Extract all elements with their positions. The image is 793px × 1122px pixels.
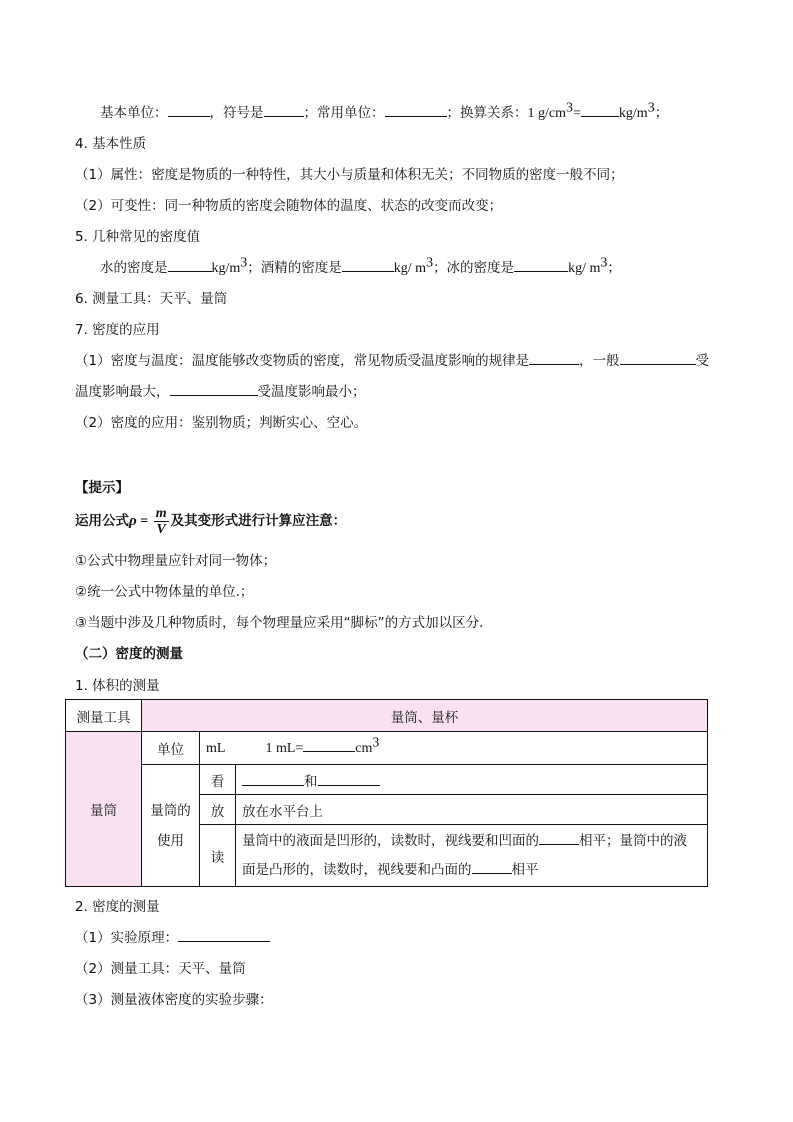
blank-look-2[interactable] <box>318 773 380 786</box>
sup: 3 <box>600 255 608 271</box>
text: 面是凸形的，读数时，视线要和凸面的 <box>242 861 472 878</box>
density-values-line <box>100 255 621 278</box>
conversion-eq: = <box>573 106 581 121</box>
principle-line <box>75 929 270 947</box>
blank-alcohol[interactable] <box>342 259 394 272</box>
unit: kg/ m <box>568 261 601 276</box>
cell-look: 看 <box>200 765 236 795</box>
cell-usage <box>142 765 200 887</box>
punct: ； <box>607 260 621 276</box>
sec4-heading: 4. 基本性质 <box>75 136 147 152</box>
sec7-heading: 7. 密度的应用 <box>75 322 160 338</box>
sup: 3 <box>566 100 573 116</box>
blank-common-unit[interactable] <box>385 104 447 117</box>
tools-line: （2）测量工具：天平、量筒 <box>75 961 246 977</box>
text: 运用公式 <box>75 513 129 529</box>
blank-rule[interactable] <box>529 352 579 365</box>
formula-line <box>75 504 346 539</box>
steps-line: （3）测量液体密度的实验步骤： <box>75 992 273 1008</box>
blank-conversion[interactable] <box>581 104 619 117</box>
unit: kg/m <box>211 261 241 276</box>
sup: 3 <box>647 100 655 116</box>
units-line <box>100 100 669 123</box>
density-measure-heading: 2. 密度的测量 <box>75 899 160 915</box>
cell-read-text <box>236 825 708 887</box>
blank-principle[interactable] <box>178 929 270 942</box>
blank-concave[interactable] <box>539 832 579 845</box>
blank-most[interactable] <box>620 352 696 365</box>
ice-label: ；冰的密度是 <box>433 260 515 276</box>
text: 相平；量筒中的液 <box>579 832 687 849</box>
formula-fraction <box>154 506 169 537</box>
cell-read: 读 <box>200 825 236 887</box>
sec7-item2: （2）密度的应用：鉴别物质；判断实心、空心。 <box>75 415 368 431</box>
blank-base-unit[interactable] <box>168 104 210 117</box>
blank-ice[interactable] <box>514 259 568 272</box>
cell-unit-label: 单位 <box>142 732 200 765</box>
sec4-item1: （1）属性：密度是物质的一种特性，其大小与质量和体积无关；不同物质的密度一般不同； <box>75 167 624 183</box>
text: 量筒中的液面是凹形的，读数时，视线要和凹面的 <box>242 832 539 849</box>
conversion-label: ；换算关系： <box>446 105 528 121</box>
sec4-item2: （2）可变性：同一种物质的密度会随物体的温度、状态的改变而改变； <box>75 198 503 214</box>
usage-label-2: 使用 <box>157 832 184 849</box>
cell-cylinder: 量筒 <box>66 732 142 887</box>
volume-measurement-table <box>65 699 708 887</box>
sec7-item1-line2 <box>75 383 366 401</box>
tip-point2: ②统一公式中物体量的单位.； <box>75 584 254 600</box>
text: ，一般 <box>579 353 620 369</box>
cell-unit <box>200 732 708 765</box>
sup: 3 <box>240 255 248 271</box>
symbol-label: ，符号是 <box>209 105 264 121</box>
equals: = <box>136 514 152 529</box>
volume-heading: 1. 体积的测量 <box>75 678 160 694</box>
cell-place: 放 <box>200 795 236 825</box>
unit-ml: mL <box>206 741 226 756</box>
blank-water[interactable] <box>168 259 212 272</box>
conversion-lhs: 1 g/cm <box>527 106 566 121</box>
header-tool: 测量工具 <box>66 700 142 732</box>
denominator: V <box>156 521 166 537</box>
part2-heading: （二）密度的测量 <box>75 646 183 662</box>
text: 温度影响最大， <box>75 384 170 400</box>
alcohol-label: ；酒精的密度是 <box>247 260 342 276</box>
blank-symbol[interactable] <box>264 104 304 117</box>
rho-symbol: ρ <box>129 513 137 529</box>
water-label: 水的密度是 <box>100 260 168 276</box>
cell-place-text: 放在水平台上 <box>236 795 708 825</box>
sup: 3 <box>426 255 434 271</box>
text: （1）密度与温度：温度能够改变物质的密度，常见物质受温度影响的规律是 <box>75 353 530 369</box>
unit-cm: cm <box>355 741 373 756</box>
text: （1）实验原理： <box>75 930 179 946</box>
tip-point1: ①公式中物理量应针对同一物体； <box>75 553 277 569</box>
conversion-rhs: kg/m <box>618 106 648 121</box>
blank-ml-cm[interactable] <box>303 739 355 752</box>
text: 及其变形式进行计算应注意： <box>170 513 347 529</box>
blank-least[interactable] <box>170 383 258 396</box>
text: 受温度影响最小； <box>257 384 366 400</box>
sec5-heading: 5. 几种常见的密度值 <box>75 229 201 245</box>
sec6-heading: 6. 测量工具：天平、量筒 <box>75 291 228 307</box>
header-instruments: 量筒、量杯 <box>142 700 708 732</box>
common-unit-label: ；常用单位： <box>303 105 385 121</box>
punct: ； <box>654 105 669 121</box>
usage-label-1: 量筒的 <box>150 802 191 819</box>
tip-point3: ③当题中涉及几种物质时，每个物理量应采用“脚标”的方式加以区分． <box>75 615 493 631</box>
blank-convex[interactable] <box>472 861 512 874</box>
text: 相平 <box>511 861 539 878</box>
unit: kg/ m <box>393 261 427 276</box>
cell-look-text <box>236 765 708 795</box>
sec7-item1-line1 <box>75 352 709 370</box>
numerator: m <box>155 505 167 521</box>
unit-conv: 1 mL= <box>265 741 304 756</box>
sup: 3 <box>372 735 380 751</box>
base-unit-label: 基本单位： <box>100 105 168 121</box>
tip-heading: 【提示】 <box>75 480 129 496</box>
blank-look-1[interactable] <box>242 773 304 786</box>
text: 受 <box>695 353 710 369</box>
and-text: 和 <box>304 773 318 790</box>
